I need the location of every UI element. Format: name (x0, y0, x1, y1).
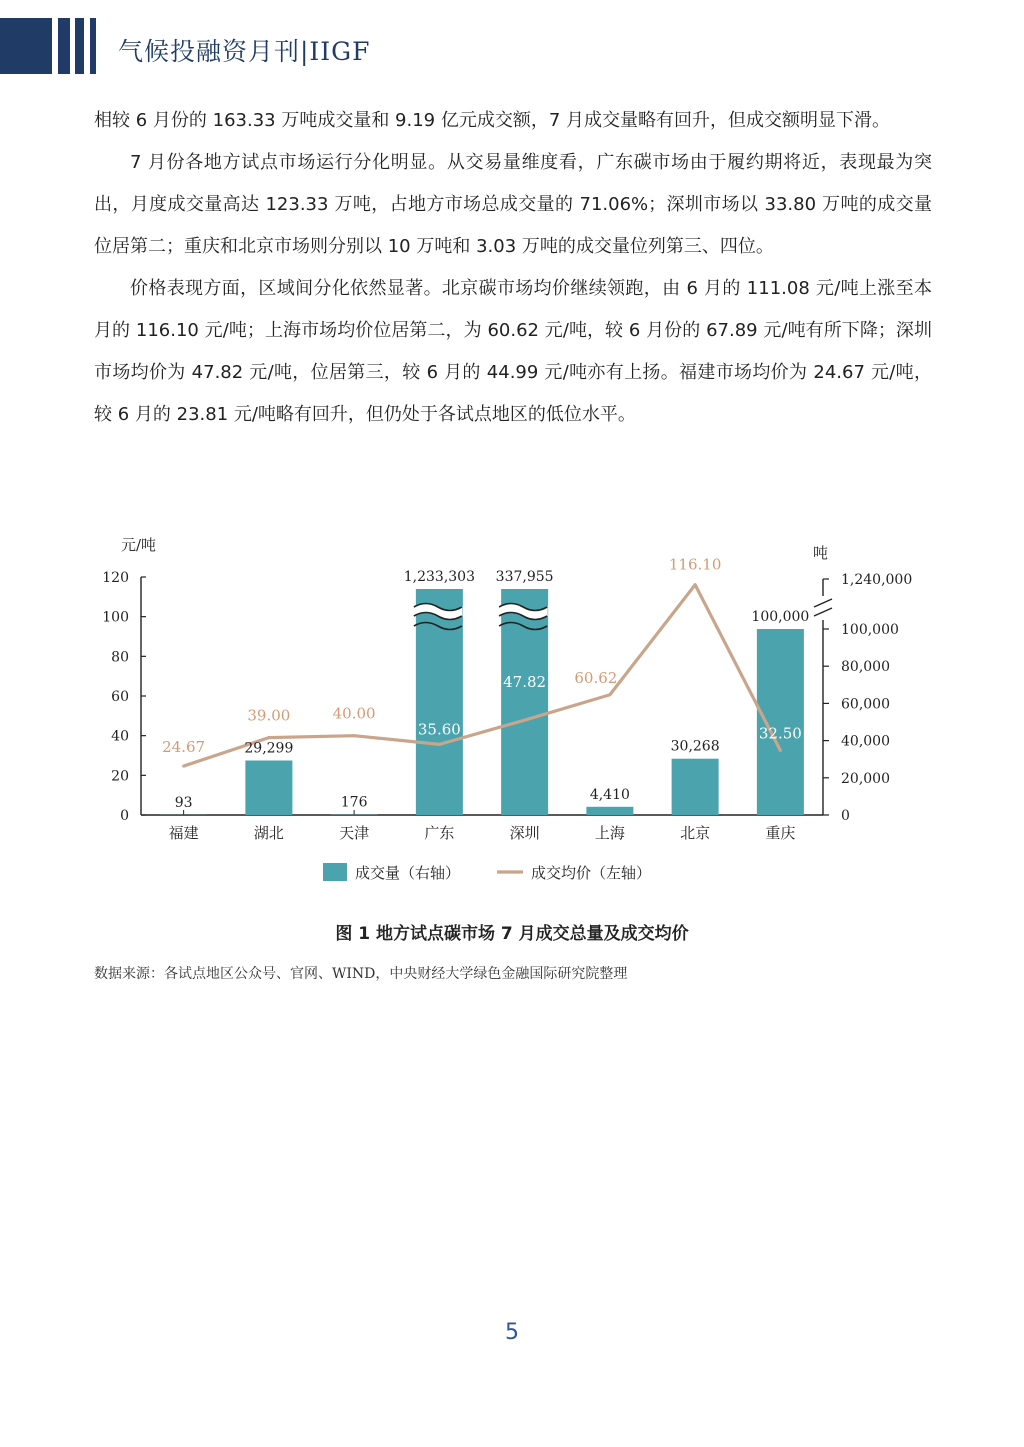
price-point (267, 736, 270, 739)
left-axis-tick-label: 120 (102, 570, 129, 586)
right-axis-tick-label: 100,000 (841, 622, 899, 638)
price-point (608, 693, 611, 696)
header-decor-bar (75, 18, 84, 74)
journal-title: 气候投融资月刊|IIGF (118, 37, 371, 66)
left-axis-tick-label: 0 (120, 808, 129, 824)
x-axis-tick-label: 广东 (424, 824, 455, 842)
bar-value-label: 29,299 (244, 740, 294, 757)
price-value-label: 60.62 (574, 668, 618, 687)
bar-上海 (586, 807, 633, 815)
bar-value-label: 30,268 (670, 738, 720, 755)
paragraph: 7 月份各地方试点市场运行分化明显。从交易量维度看，广东碳市场由于履约期将近，表现最为突出，月度成交量高达 123.33 万吨，占地方市场总成交量的 71.06%；深圳市场以 33.80 万吨的成交量位居第二；重庆和北京市场则分别以 10 万吨和 3.03 万吨的成交量位列第三、四位。 (94, 152, 932, 257)
left-axis-tick-label: 40 (111, 728, 129, 745)
page-number: 5 (505, 1320, 519, 1345)
page-header (0, 0, 1024, 80)
x-axis-tick-label: 湖北 (253, 824, 284, 842)
bar-北京 (672, 759, 719, 815)
legend-bar-swatch (323, 863, 347, 881)
x-axis-tick-label: 上海 (594, 824, 625, 842)
figure-caption: 图 1 地方试点碳市场 7 月成交总量及成交均价 (335, 924, 689, 944)
price-value-label: 39.00 (247, 706, 291, 725)
header-decor-bar (0, 18, 52, 74)
left-axis-unit: 元/吨 (121, 536, 157, 554)
price-point (438, 743, 441, 746)
left-axis-tick-label: 80 (111, 649, 129, 666)
right-axis-tick-label: 0 (841, 808, 850, 824)
bar-value-label: 1,233,303 (403, 569, 476, 585)
bar-value-label: 176 (340, 794, 368, 811)
bar-湖北 (245, 761, 292, 815)
price-point (694, 583, 697, 586)
x-axis-tick-label: 重庆 (765, 824, 796, 842)
right-axis-tick-label: 1,240,000 (841, 572, 913, 588)
axis-break-mark (814, 608, 832, 616)
x-axis-tick-label: 福建 (168, 824, 199, 842)
left-axis-tick-label: 100 (102, 609, 129, 626)
legend-line-label: 成交均价（左轴） (531, 864, 652, 882)
bar-value-label: 93 (174, 794, 193, 811)
chart-legend (323, 863, 651, 882)
bar-value-label: 100,000 (751, 609, 810, 625)
price-value-label: 24.67 (162, 738, 206, 757)
right-axis-tick-label: 20,000 (841, 770, 890, 787)
trading-chart (95, 528, 945, 898)
x-axis-tick-label: 深圳 (509, 824, 540, 842)
right-axis-tick-label: 80,000 (841, 659, 890, 676)
data-source-note: 数据来源：各试点地区公众号、官网、WIND，中央财经大学绿色金融国际研究院整理 (94, 966, 628, 982)
x-axis-tick-label: 北京 (680, 824, 711, 842)
price-point (779, 749, 782, 752)
axis-break-mark (814, 599, 832, 607)
price-value-label: 40.00 (332, 704, 376, 723)
left-axis-tick-label: 20 (111, 768, 129, 785)
right-axis-unit: 吨 (813, 544, 829, 562)
price-value-label: 47.82 (503, 673, 547, 692)
x-axis-tick-label: 天津 (339, 824, 370, 842)
header-decor-bar (90, 18, 96, 74)
paragraph: 价格表现方面，区域间分化依然显著。北京碳市场均价继续领跑，由 6 月的 111.08 元/吨上涨至本月的 116.10 元/吨；上海市场均价位居第二，为 60.62 元/吨，较 6 月份的 67.89 元/吨有所下降；深圳市场均价为 47.82 元/吨，位居第三，较 6 月的 44.99 元/吨亦有上扬。福建市场均价为 24.67 元/吨，较 6 月的 23.81 元/吨略有回升，但仍处于各试点地区的低位水平。 (94, 278, 932, 425)
price-point (182, 765, 185, 768)
header-decor-bar (58, 18, 70, 74)
right-axis-tick-label: 40,000 (841, 733, 890, 750)
legend-bar-label: 成交量（右轴） (355, 864, 461, 882)
price-value-label: 35.60 (417, 720, 461, 739)
price-value-label: 116.10 (668, 555, 722, 574)
right-axis-tick-label: 60,000 (841, 696, 890, 713)
article-body (94, 100, 932, 436)
price-point (353, 734, 356, 737)
paragraph: 相较 6 月份的 163.33 万吨成交量和 9.19 亿元成交额，7 月成交量略有回升，但成交额明显下滑。 (94, 110, 891, 131)
left-axis-tick-label: 60 (111, 689, 129, 705)
price-point (523, 719, 526, 722)
bar-series (160, 589, 804, 815)
price-value-label: 32.50 (758, 724, 802, 743)
bar-value-label: 4,410 (589, 786, 630, 803)
bar-value-label: 337,955 (495, 569, 554, 585)
